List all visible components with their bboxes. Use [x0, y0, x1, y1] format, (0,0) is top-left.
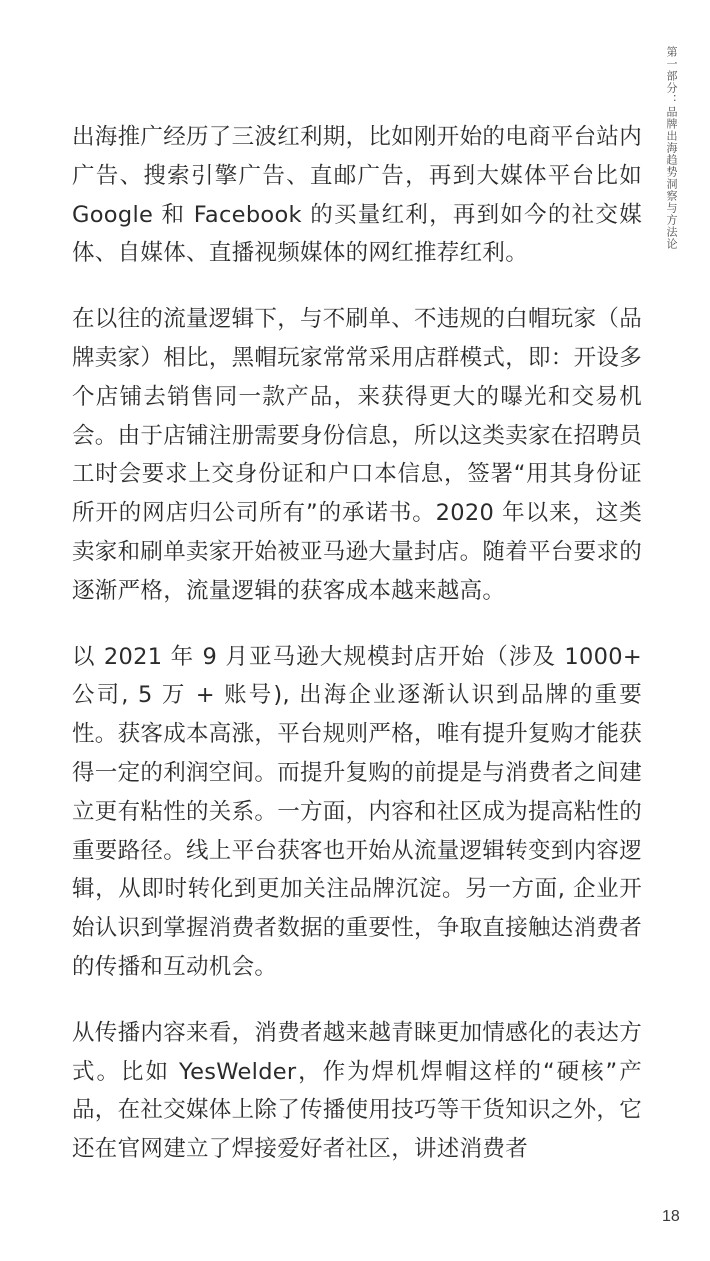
paragraph-4: 从传播内容来看，消费者越来越青睐更加情感化的表达方式。比如 YesWelder，作为焊机焊帽这样的“硬核”产品，在社交媒体上除了传播使用技巧等干货知识之外，它还在官网建立了焊接爱好者社区，讲述消费者 [72, 1019, 643, 1163]
page-number: 18 [662, 1208, 680, 1225]
paragraph-1: 出海推广经历了三波红利期，比如刚开始的电商平台站内广告、搜索引擎广告、直邮广告，再到大媒体平台比如 Google 和 Facebook 的买量红利，再到如今的社交媒体、自媒体、直播视频媒体的网红推荐红利。 [72, 124, 643, 267]
paragraph-3: 以 2021 年 9 月亚马逊大规模封店开始（涉及 1000+ 公司, 5 万 + 账号), 出海企业逐渐认识到品牌的重要性。获客成本高涨，平台规则严格，唯有提升复购才能获得一定的利润空间。而提升复购的前提是与消费者之间建立更有粘性的关系。一方面，内容和社区成为提高粘性的重要路径。线上平台获客也开始从流量逻辑转变到内容逻辑，从即时转化到更加关注品牌沉淀。另一方面, 企业开始认识到掌握消费者数据的重要性，争取直接触达消费者的传播和互动机会。 [72, 643, 643, 980]
body-text [72, 118, 642, 1196]
section-running-header: 第一部分：品牌出海趋势洞察与方法论 [665, 46, 678, 250]
paragraph-2: 在以往的流量逻辑下，与不刷单、不违规的白帽玩家（品牌卖家）相比，黑帽玩家常常采用店群模式，即：开设多个店铺去销售同一款产品，来获得更大的曝光和交易机会。由于店铺注册需要身份信息，所以这类卖家在招聘员工时会要求上交身份证和户口本信息，签署“用其身份证所开的网店归公司所有”的承诺书。2020 年以来，这类卖家和刷单卖家开始被亚马逊大量封店。随着平台要求的逐渐严格，流量逻辑的获客成本越来越高。 [72, 306, 643, 604]
